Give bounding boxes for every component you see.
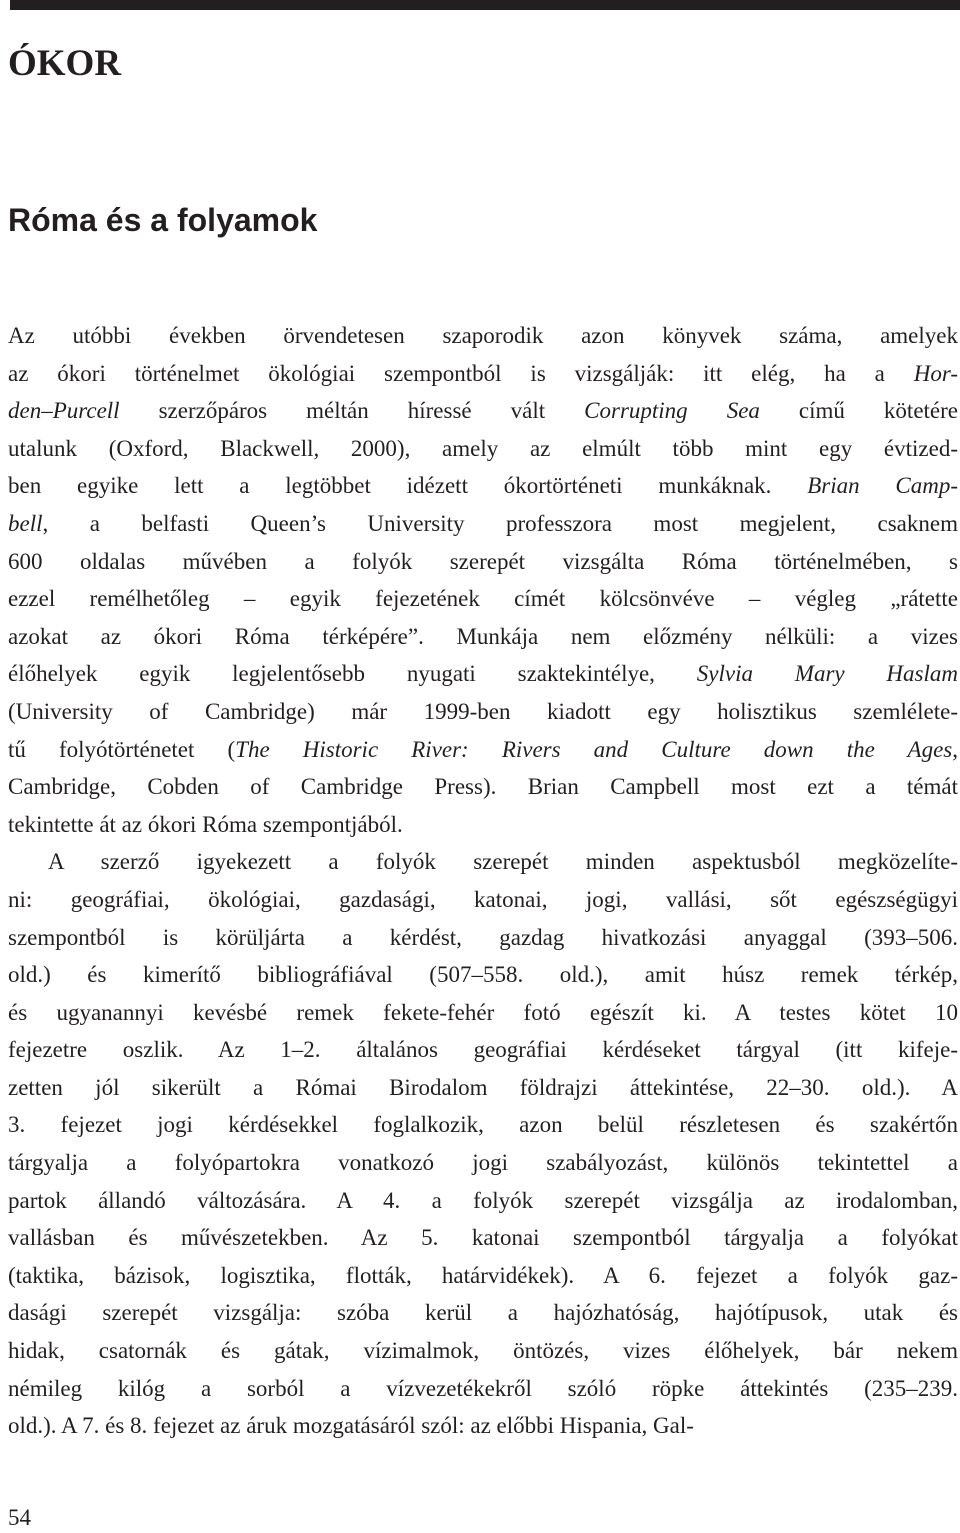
text-segment: szerzőpáros méltán híressé vált — [119, 398, 585, 424]
text-segment: azokat az ókori Róma térképére”. Munkája nem előzmény nélküli: a vizes — [8, 623, 958, 649]
text-segment: hidak, csatornák és gátak, vízimalmok, öntözés, vizes élőhelyek, bár nekem — [8, 1338, 958, 1364]
text-line — [8, 806, 958, 844]
text-segment: az ókori történelmet ökológiai szempontból is vizsgálják: itt elég, ha a — [8, 360, 914, 386]
text-segment: némileg kilóg a sorból a vízvezetékekről szóló röpke áttekintés (235–239. — [8, 1375, 958, 1401]
text-line — [8, 843, 958, 881]
text-segment: ni: geográfiai, ökológiai, gazdasági, katonai, jogi, vallási, sőt egészségügyi — [8, 886, 958, 912]
text-segment: (University of Cambridge) már 1999-ben kiadott egy holisztikus szemlélete- — [8, 698, 958, 724]
text-line — [8, 392, 958, 430]
text-segment: (taktika, bázisok, logisztika, flották, határvidékek). A 6. fejezet a folyók gaz- — [8, 1262, 958, 1288]
section-label: ÓKOR — [8, 43, 122, 84]
text-segment: ezzel remélhetőleg – egyik fejezetének címét kölcsönvéve – végleg „rátette — [8, 586, 958, 612]
text-line — [8, 1219, 958, 1257]
text-line — [8, 1370, 958, 1408]
text-segment: Cambridge, Cobden of Cambridge Press). Brian Campbell most ezt a témát — [8, 774, 958, 800]
italic-text: bell — [8, 510, 43, 536]
text-line — [8, 919, 958, 957]
text-segment: tű folyótörténetet ( — [8, 736, 236, 762]
text-line — [8, 430, 958, 468]
text-segment: zetten jól sikerült a Római Birodalom földrajzi áttekintése, 22–30. old.). A — [8, 1074, 958, 1100]
text-line — [8, 693, 958, 731]
text-line — [8, 543, 958, 581]
italic-text: Hor- — [913, 360, 958, 386]
text-line — [8, 580, 958, 618]
italic-text: The Historic River: Rivers and Culture down the Ages — [235, 736, 953, 762]
text-segment: szempontból is körüljárta a kérdést, gazdag hivatkozási anyaggal (393–506. — [8, 924, 958, 950]
italic-text: den–Purcell — [8, 398, 120, 424]
text-segment: dasági szerepét vizsgálja: szóba kerül a hajózhatóság, hajótípusok, utak és — [8, 1300, 958, 1326]
page-number: 54 — [8, 1505, 31, 1530]
text-segment: című kötetére — [759, 398, 958, 424]
italic-text: Corrupting Sea — [584, 398, 760, 424]
text-line — [8, 1106, 958, 1144]
text-line — [8, 1407, 958, 1445]
text-segment: tekintette át az ókori Róma szempontjából. — [8, 811, 403, 837]
italic-text: Brian Camp- — [807, 473, 958, 499]
text-segment: old.). A 7. és 8. fejezet az áruk mozgatásáról szól: az előbbi Hispania, Gal- — [8, 1413, 694, 1439]
text-line — [8, 956, 958, 994]
body-text — [8, 317, 958, 1445]
article-title: Róma és a folyamok — [8, 202, 318, 238]
text-line — [8, 994, 958, 1032]
text-segment: partok állandó változására. A 4. a folyók szerepét vizsgálja az irodalomban, — [8, 1187, 958, 1213]
text-line — [8, 1294, 958, 1332]
text-segment: Az utóbbi években örvendetesen szaporodik azon könyvek száma, amelyek — [8, 323, 958, 348]
text-line — [8, 1257, 958, 1295]
text-line — [8, 618, 958, 656]
text-segment: old.) és kimerítő bibliográfiával (507–558. old.), amit húsz remek térkép, — [8, 962, 958, 988]
text-line — [8, 505, 958, 543]
text-line — [8, 1332, 958, 1370]
text-line — [8, 768, 958, 806]
text-segment: fejezetre oszlik. Az 1–2. általános geográfiai kérdéseket tárgyal (itt kifeje- — [8, 1037, 958, 1063]
text-line — [8, 881, 958, 919]
text-line — [8, 317, 958, 355]
text-segment: A szerző igyekezett a folyók szerepét minden aspektusból megközelíte- — [48, 849, 958, 875]
text-segment: , — [952, 736, 958, 762]
text-segment: , a belfasti Queen’s University professzora most megjelent, csaknem — [42, 510, 958, 536]
text-line — [8, 355, 958, 393]
text-line — [8, 1182, 958, 1220]
text-segment: 3. fejezet jogi kérdésekkel foglalkozik, azon belül részletesen és szakértőn — [8, 1112, 958, 1138]
text-segment: utalunk (Oxford, Blackwell, 2000), amely az elmúlt több mint egy évtized- — [8, 435, 958, 461]
text-line — [8, 731, 958, 769]
text-segment: élőhelyek egyik legjelentősebb nyugati szaktekintélye, — [8, 661, 697, 687]
text-segment: vallásban és művészetekben. Az 5. katonai szempontból tárgyalja a folyókat — [8, 1225, 958, 1251]
text-segment: 600 oldalas művében a folyók szerepét vizsgálta Róma történelmében, s — [8, 548, 958, 574]
text-line — [8, 467, 958, 505]
text-line — [8, 1069, 958, 1107]
text-segment: ben egyike lett a legtöbbet idézett ókortörténeti munkáknak. — [8, 473, 808, 499]
top-rule — [10, 0, 960, 10]
text-line — [8, 655, 958, 693]
text-line — [8, 1144, 958, 1182]
text-segment: tárgyalja a folyópartokra vonatkozó jogi szabályozást, különös tekintettel a — [8, 1150, 958, 1176]
italic-text: Sylvia Mary Haslam — [696, 661, 958, 687]
text-segment: és ugyanannyi kevésbé remek fekete-fehér fotó egészít ki. A testes kötet 10 — [8, 999, 958, 1025]
text-line — [8, 1031, 958, 1069]
